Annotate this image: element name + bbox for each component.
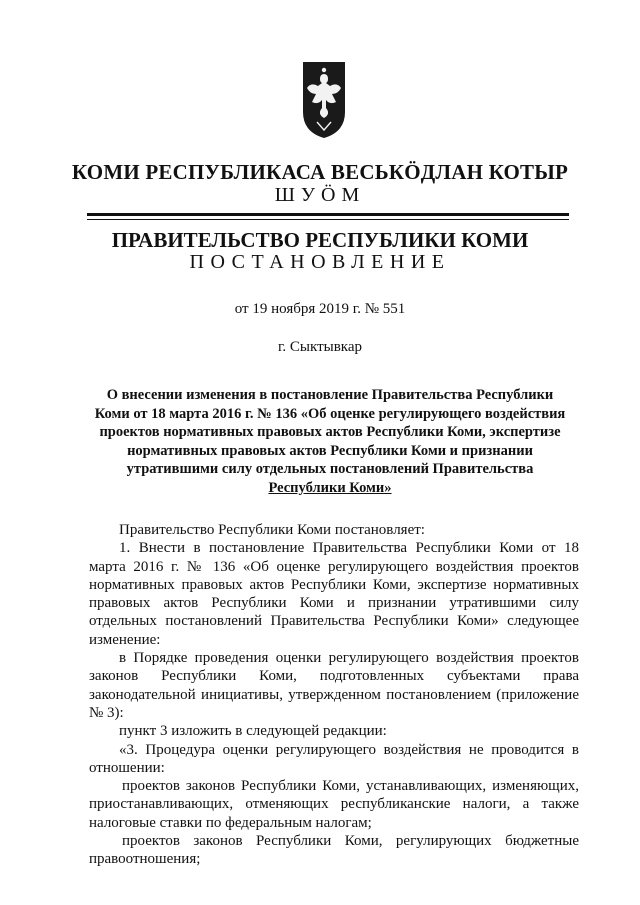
- coat-of-arms-icon: [299, 60, 349, 140]
- komi-resolution-label: ШУÖМ: [274, 184, 366, 206]
- heading-line: Коми от 18 марта 2016 г. № 136 «Об оценке регулирующего воздействия: [94, 405, 566, 422]
- heading-line: О внесении изменения в постановление Правительства Республики: [106, 387, 554, 403]
- heading-line: утратившими силу отдельных постановлений Правительства: [126, 461, 534, 478]
- heading-line: нормативных правовых актов Республики Коми и признании: [127, 442, 533, 459]
- komi-government-title: КОМИ РЕСПУБЛИКАСА ВЕСЬКÖДЛАН КОТЫР: [71, 160, 569, 184]
- body-paragraph: пункт 3 изложить в следующей редакции:: [119, 723, 387, 740]
- header-divider-thin: [87, 219, 569, 220]
- document-heading: [80, 386, 580, 498]
- body-paragraph: «3. Процедура оценки регулирующего воздействия не проводится в отношении:: [89, 741, 579, 776]
- resolution-label: ПОСТАНОВЛЕНИЕ: [189, 251, 451, 273]
- government-title: ПРАВИТЕЛЬСТВО РЕСПУБЛИКИ КОМИ: [111, 228, 529, 252]
- body-paragraph: в Порядке проведения оценки регулирующего воздействия проектов законов Республики Коми, подготовленных субъектами права законодательной инициативы, утвержденном постановлением (приложение № 3):: [89, 650, 579, 721]
- heading-line: Республики Коми»: [268, 479, 392, 496]
- document-city: г. Сыктывкар: [277, 339, 363, 355]
- header-divider-thick: [87, 213, 569, 216]
- body-paragraph: 1. Внести в постановление Правительства Республики Коми от 18 марта 2016 г. № 136 «Об оценке регулирующего воздействия проектов нормативных правовых актов Республики Коми, экспертизе нормативных правовых актов Республики Коми и признании утратившими силу отдельных постановлений Правительства Республики Коми» следующее изменение:: [89, 540, 579, 648]
- body-paragraph: проектов законов Республики Коми, устанавливающих, изменяющих, приостанавливающих, отменяющих республиканские налоги, а также налоговые ставки по федеральным налогам;: [89, 778, 579, 831]
- body-paragraph: Правительство Республики Коми постановляет:: [119, 522, 425, 538]
- document-body: [89, 521, 579, 869]
- heading-line: проектов нормативных правовых актов Республики Коми, экспертизе: [99, 424, 561, 441]
- body-paragraph: проектов законов Республики Коми, регулирующих бюджетные правоотношения;: [89, 833, 579, 868]
- document-date-number: от 19 ноября 2019 г. № 551: [234, 301, 406, 317]
